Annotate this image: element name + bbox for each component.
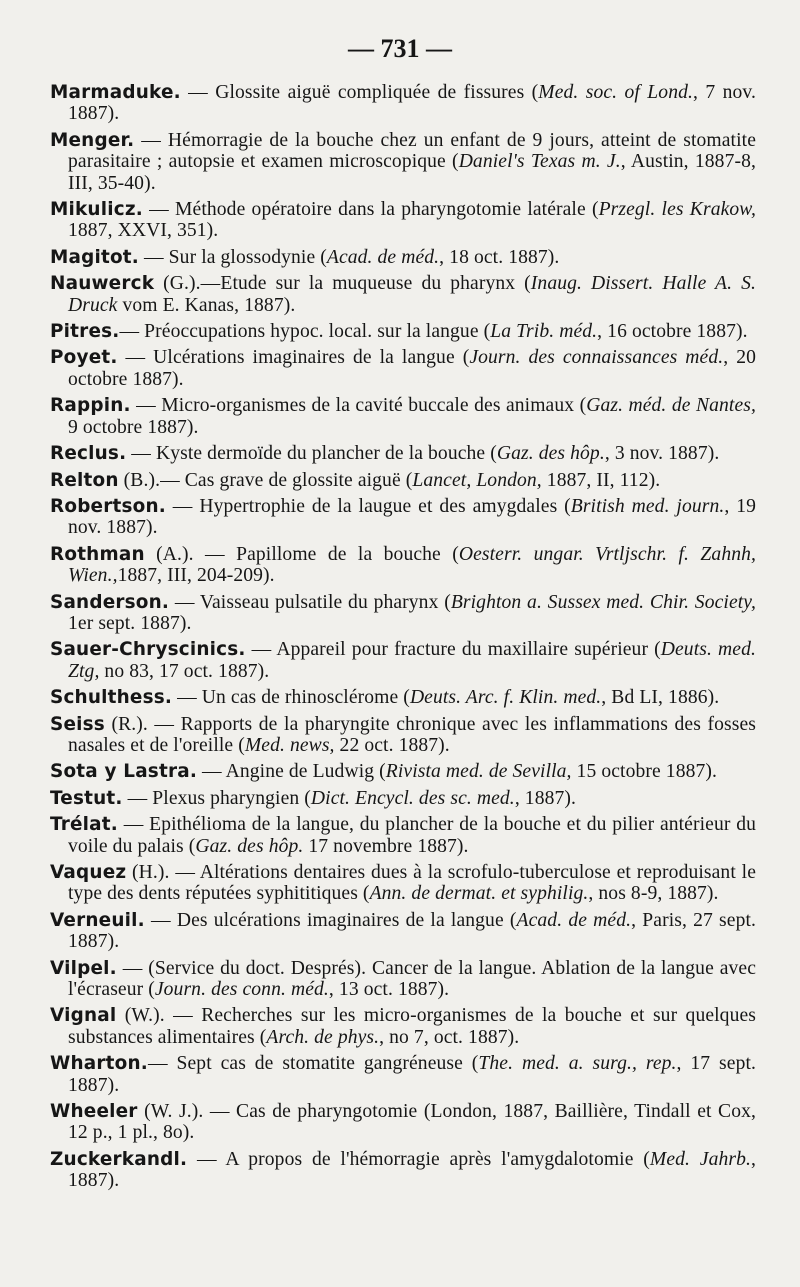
- entry-source: Med. news,: [244, 734, 335, 756]
- entry-author: Marmaduke.: [50, 82, 181, 103]
- entry-source: La Trib. méd.: [490, 321, 598, 343]
- entry-text: — Kyste dermoïde du plancher de la bouche (: [126, 443, 497, 465]
- bibliography-entry: [50, 788, 756, 809]
- entry-tail: , 16 octobre 1887).: [597, 321, 748, 343]
- entry-author: Seiss: [50, 713, 105, 735]
- bibliography-entry: [50, 687, 756, 708]
- entry-author: Schulthess.: [50, 687, 173, 709]
- entry-text: — Appareil pour fracture du maxillaire supérieur (: [245, 639, 661, 661]
- entry-source: Rivista med. de Sevilla,: [385, 761, 572, 783]
- entry-tail: , Bd LI, 1886).: [601, 687, 720, 709]
- bibliography-entry: [50, 247, 756, 268]
- bibliography-entry: [50, 592, 756, 635]
- entry-tail: 22 oct. 1887).: [334, 734, 450, 756]
- entry-author: Vaquez: [50, 862, 127, 883]
- entry-text: — Sept cas de stomatite gangréneuse (: [147, 1053, 479, 1075]
- bibliography-entry: [50, 1101, 756, 1144]
- entry-tail: , Paris, 27 sept. 1887).: [68, 909, 757, 953]
- entry-source: Lancet, London,: [412, 469, 542, 491]
- entry-author: Vilpel.: [50, 957, 117, 979]
- entry-text: — Glossite aiguë compliquée de fissures (: [180, 82, 539, 103]
- entry-text: — Des ulcérations imaginaires de la langue (: [144, 909, 517, 931]
- entry-tail: 1887, XXVI, 351).: [68, 220, 219, 242]
- entry-text: — Vaisseau pulsatile du pharynx (: [169, 591, 451, 613]
- entry-tail: , 1887).: [68, 1148, 756, 1192]
- entry-text: — Angine de Ludwig (: [197, 761, 386, 783]
- entry-author: Menger.: [50, 129, 135, 151]
- entry-tail: 9 octobre 1887).: [68, 416, 199, 438]
- bibliography-entry: [50, 814, 756, 857]
- entry-text: — Hémorragie de la bouche chez un enfant de 9 jours, atteint de stomatite parasitaire ; autopsie et examen microscopique (: [68, 129, 756, 173]
- entry-tail: , no 7, oct. 1887).: [379, 1026, 520, 1048]
- entry-text: (G.).—Etude sur la muqueuse du pharynx (: [154, 273, 531, 295]
- bibliography-entry: [50, 958, 756, 1001]
- entry-source: Arch. de phys.: [266, 1026, 380, 1048]
- entry-author: Sauer-Chryscinics.: [50, 639, 246, 661]
- bibliography-entry: [50, 496, 756, 539]
- entry-tail: , nos 8-9, 1887).: [588, 883, 719, 905]
- entry-text: (B.).— Cas grave de glossite aiguë (: [118, 469, 413, 491]
- entry-author: Sota y Lastra.: [50, 761, 198, 783]
- entry-tail: , 1887).: [514, 787, 577, 809]
- entry-tail: , 20 octobre 1887).: [68, 347, 756, 390]
- entry-author: Testut.: [50, 787, 123, 809]
- entry-text: — Hypertrophie de la laugue et des amygdales (: [165, 495, 571, 517]
- entry-text: (H.). — Altérations dentaires dues à la scrofulo-tuberculose et reproduisant le type des dents réputées syphititiques (: [68, 862, 756, 905]
- entry-author: Sanderson.: [50, 591, 170, 613]
- entry-author: Poyet.: [50, 347, 118, 369]
- entry-source: Gaz. des hôp.: [496, 443, 605, 465]
- bibliography-entry: [50, 199, 756, 242]
- entry-author: Zuckerkandl.: [50, 1148, 188, 1170]
- entry-author: Trélat.: [50, 814, 118, 836]
- entry-tail: vom E. Kanas, 1887).: [117, 294, 296, 316]
- bibliography-entry: [50, 347, 756, 390]
- bibliography-entry: [50, 714, 756, 757]
- entry-tail: , 7 nov. 1887).: [68, 82, 756, 125]
- bibliography-entry: [50, 470, 756, 491]
- entry-author: Mikulicz.: [50, 199, 143, 221]
- entry-text: — Plexus pharyngien (: [122, 787, 311, 809]
- entry-source: Inaug. Dissert. Halle A. S. Druck: [68, 273, 756, 316]
- entry-source: Deuts. med. Ztg,: [68, 639, 756, 682]
- entry-text: (W.). — Recherches sur les micro-organismes de la bouche et sur quelques substances alimentaires (: [68, 1005, 756, 1048]
- entry-source: Daniel's Texas m. J.: [458, 151, 621, 173]
- entry-text: — Sur la glossodynie (: [138, 246, 327, 268]
- entry-text: (A.). — Papillome de la bouche (: [144, 543, 459, 565]
- entry-author: Rothman: [50, 543, 145, 565]
- entry-source: Przegl. les Krakow,: [598, 199, 756, 221]
- entry-tail: no 83, 17 oct. 1887).: [99, 660, 270, 682]
- bibliography-entry: [50, 273, 756, 316]
- entry-tail: 17 novembre 1887).: [303, 835, 469, 857]
- entry-text: — Epithélioma de la langue, du plancher de la bouche et du pilier antérieur du voile du palais (: [68, 814, 756, 857]
- entry-author: Rappin.: [50, 395, 131, 417]
- entry-tail: 1887, III, 204-209).: [117, 565, 275, 587]
- entry-source: Gaz. méd. de Nantes,: [586, 395, 756, 417]
- entry-tail: , 17 sept. 1887).: [68, 1053, 757, 1096]
- entry-source: Acad. de méd.: [516, 909, 632, 931]
- entry-text: — (Service du doct. Després). Cancer de la langue. Ablation de la langue avec l'écraseur (: [68, 957, 756, 1001]
- bibliography-entry: [50, 1053, 756, 1096]
- entry-source: Med. soc. of Lond.: [538, 82, 693, 103]
- entry-source: Deuts. Arc. f. Klin. med.: [409, 687, 602, 709]
- entry-source: Journ. des conn. méd.: [154, 979, 329, 1001]
- entry-text: — Un cas de rhinosclérome (: [172, 687, 410, 709]
- entry-source: British med. journ.: [570, 495, 725, 517]
- bibliography-entry: [50, 82, 756, 125]
- entry-tail: 1er sept. 1887).: [68, 612, 192, 634]
- entry-tail: , 3 nov. 1887).: [604, 443, 720, 465]
- bibliography-entry: [50, 544, 756, 587]
- entry-text: — Ulcérations imaginaires de la langue (: [117, 347, 470, 369]
- entry-source: Dict. Encycl. des sc. med.: [310, 787, 515, 809]
- entry-author: Magitot.: [50, 246, 139, 268]
- bibliography-list: [50, 82, 756, 1197]
- bibliography-entry: [50, 395, 756, 438]
- entry-text: — Préoccupations hypoc. local. sur la langue (: [119, 321, 491, 343]
- entry-tail: , 19 nov. 1887).: [68, 495, 756, 539]
- bibliography-entry: [50, 862, 756, 905]
- bibliography-entry: [50, 1149, 756, 1192]
- bibliography-entry: [50, 130, 756, 194]
- entry-source: Gaz. des hôp.: [195, 835, 304, 857]
- entry-source: Brighton a. Sussex med. Chir. Society,: [450, 591, 756, 613]
- bibliography-entry: [50, 443, 756, 464]
- entry-author: Wharton.: [50, 1053, 148, 1075]
- entry-tail: 15 octobre 1887).: [571, 761, 718, 783]
- entry-text: — Micro-organismes de la cavité buccale des animaux (: [130, 395, 587, 417]
- entry-source: Med. Jahrb.: [649, 1148, 751, 1170]
- entry-tail: , Austin, 1887-8, III, 35-40).: [68, 151, 756, 194]
- bibliography-entry: [50, 321, 756, 342]
- entry-author: Wheeler: [50, 1101, 138, 1123]
- entry-text: (R.). — Rapports de la pharyngite chronique avec les inflammations des fosses nasales et de l'oreille (: [68, 713, 756, 756]
- entry-author: Vignal: [50, 1005, 117, 1027]
- entry-author: Nauwerck: [50, 273, 155, 295]
- bibliography-entry: [50, 761, 756, 782]
- entry-author: Pitres.: [50, 321, 120, 343]
- bibliography-entry: [50, 639, 756, 682]
- entry-source: Ann. de dermat. et syphilig.: [369, 883, 589, 905]
- bibliography-entry: [50, 910, 756, 953]
- entry-source: The. med. a. surg., rep.: [478, 1053, 677, 1075]
- page-number: — 731 —: [348, 34, 452, 63]
- entry-author: Relton: [50, 469, 119, 491]
- entry-text: — Méthode opératoire dans la pharyngotomie latérale (: [142, 199, 599, 221]
- entry-source: Journ. des connaissances méd.: [469, 347, 724, 369]
- entry-tail: , 18 oct. 1887).: [439, 246, 560, 268]
- entry-author: Reclus.: [50, 443, 127, 465]
- entry-text: (W. J.). — Cas de pharyngotomie (London, 1887, Baillière, Tindall et Cox, 12 p., 1 pl., 8o).: [68, 1101, 756, 1144]
- entry-source: Acad. de méd.: [326, 246, 440, 268]
- entry-text: — A propos de l'hémorragie après l'amygdalotomie (: [187, 1148, 650, 1170]
- entry-author: Robertson.: [50, 495, 166, 517]
- entry-tail: 1887, II, 112).: [541, 469, 661, 491]
- entry-author: Verneuil.: [50, 909, 145, 931]
- entry-source: Oesterr. ungar. Vrtljschr. f. Zahnh, Wien.,: [68, 543, 757, 587]
- entry-tail: , 13 oct. 1887).: [328, 979, 450, 1001]
- bibliography-entry: [50, 1005, 756, 1048]
